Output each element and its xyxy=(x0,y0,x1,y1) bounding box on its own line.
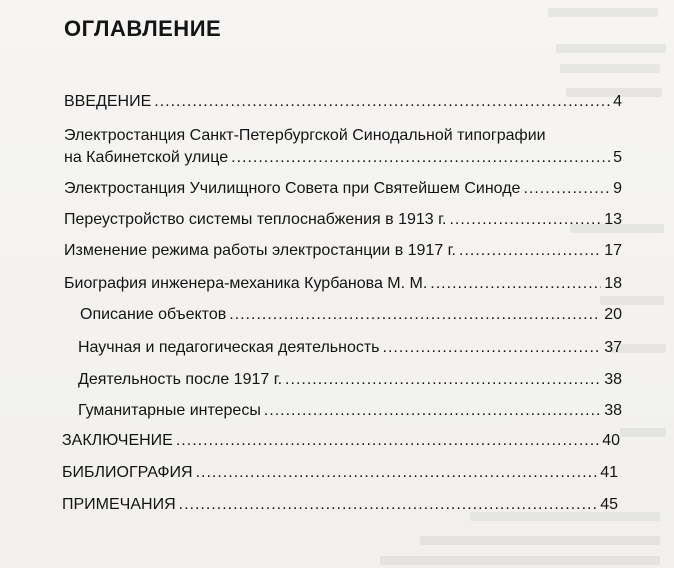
toc-subentry[interactable] xyxy=(80,305,622,325)
leader-dots xyxy=(523,179,610,199)
toc-entry-label: Электростанция Училищного Совета при Святейшем Синоде xyxy=(64,180,521,197)
toc-entry-label: Научная и педагогическая деятельность xyxy=(78,339,380,356)
leader-dots xyxy=(154,92,610,112)
toc-subentry[interactable] xyxy=(78,401,622,421)
toc-entry-label: Описание объектов xyxy=(80,306,227,323)
bleed-through-text xyxy=(548,8,658,17)
toc-entry[interactable] xyxy=(64,210,622,230)
toc-subentry[interactable] xyxy=(78,370,622,390)
toc-subentry[interactable] xyxy=(78,338,622,358)
bleed-through-text xyxy=(600,296,664,305)
toc-entry-page: 40 xyxy=(602,432,620,449)
toc-entry-page: 17 xyxy=(604,242,622,259)
leader-dots xyxy=(229,305,601,325)
leader-dots xyxy=(179,495,598,515)
toc-entry[interactable] xyxy=(62,431,620,451)
toc-entry[interactable] xyxy=(62,463,618,483)
leader-dots xyxy=(449,210,601,230)
toc-entry[interactable] xyxy=(64,241,622,261)
toc-entry-page: 37 xyxy=(604,339,622,356)
toc-entry-page: 38 xyxy=(604,371,622,388)
toc-entry[interactable] xyxy=(62,495,618,515)
leader-dots xyxy=(459,241,601,261)
toc-title: ОГЛАВЛЕНИЕ xyxy=(64,16,222,41)
bleed-through-text xyxy=(560,64,660,73)
toc-entry-label: на Кабинетской улице xyxy=(64,149,229,166)
toc-entry[interactable] xyxy=(64,179,622,199)
toc-entry-label: ЗАКЛЮЧЕНИЕ xyxy=(62,432,173,449)
toc-entry-label: Изменение режима работы электростанции в 1917 г. xyxy=(64,242,456,259)
leader-dots xyxy=(231,148,610,168)
toc-entry-label: Переустройство системы теплоснабжения в 1913 г. xyxy=(64,211,447,228)
bleed-through-text xyxy=(420,536,660,545)
toc-entry-label: БИБЛИОГРАФИЯ xyxy=(62,464,193,481)
toc-entry-page: 9 xyxy=(613,180,622,197)
toc-entry-page: 38 xyxy=(604,402,622,419)
toc-entry-page: 18 xyxy=(604,275,622,292)
toc-entry-page: 5 xyxy=(613,149,622,166)
toc-entry-label: Деятельность после 1917 г. xyxy=(78,371,283,388)
toc-entry-label: ПРИМЕЧАНИЯ xyxy=(62,496,176,513)
toc-entry-line1: Электростанция Санкт-Петербургской Синодальной типографии xyxy=(64,127,546,144)
toc-entry-page: 45 xyxy=(600,496,618,513)
leader-dots xyxy=(176,431,599,451)
toc-entry[interactable] xyxy=(64,148,622,168)
leader-dots xyxy=(383,338,602,358)
bleed-through-text xyxy=(556,44,666,53)
bleed-through-text xyxy=(620,428,666,437)
leader-dots xyxy=(285,370,601,390)
toc-entry-label: Биография инженера-механика Курбанова М. М. xyxy=(64,275,428,292)
toc-entry[interactable] xyxy=(64,92,622,112)
toc-entry-page: 4 xyxy=(613,93,622,110)
bleed-through-text xyxy=(380,556,660,565)
leader-dots xyxy=(196,463,598,483)
toc-entry-page: 13 xyxy=(604,211,622,228)
toc-entry[interactable] xyxy=(64,274,622,294)
toc-entry-label: Гуманитарные интересы xyxy=(78,402,261,419)
leader-dots xyxy=(264,401,601,421)
toc-entry-page: 41 xyxy=(600,464,618,481)
toc-entry-page: 20 xyxy=(604,306,622,323)
leader-dots xyxy=(430,274,601,294)
toc-entry-label: ВВЕДЕНИЕ xyxy=(64,93,152,110)
